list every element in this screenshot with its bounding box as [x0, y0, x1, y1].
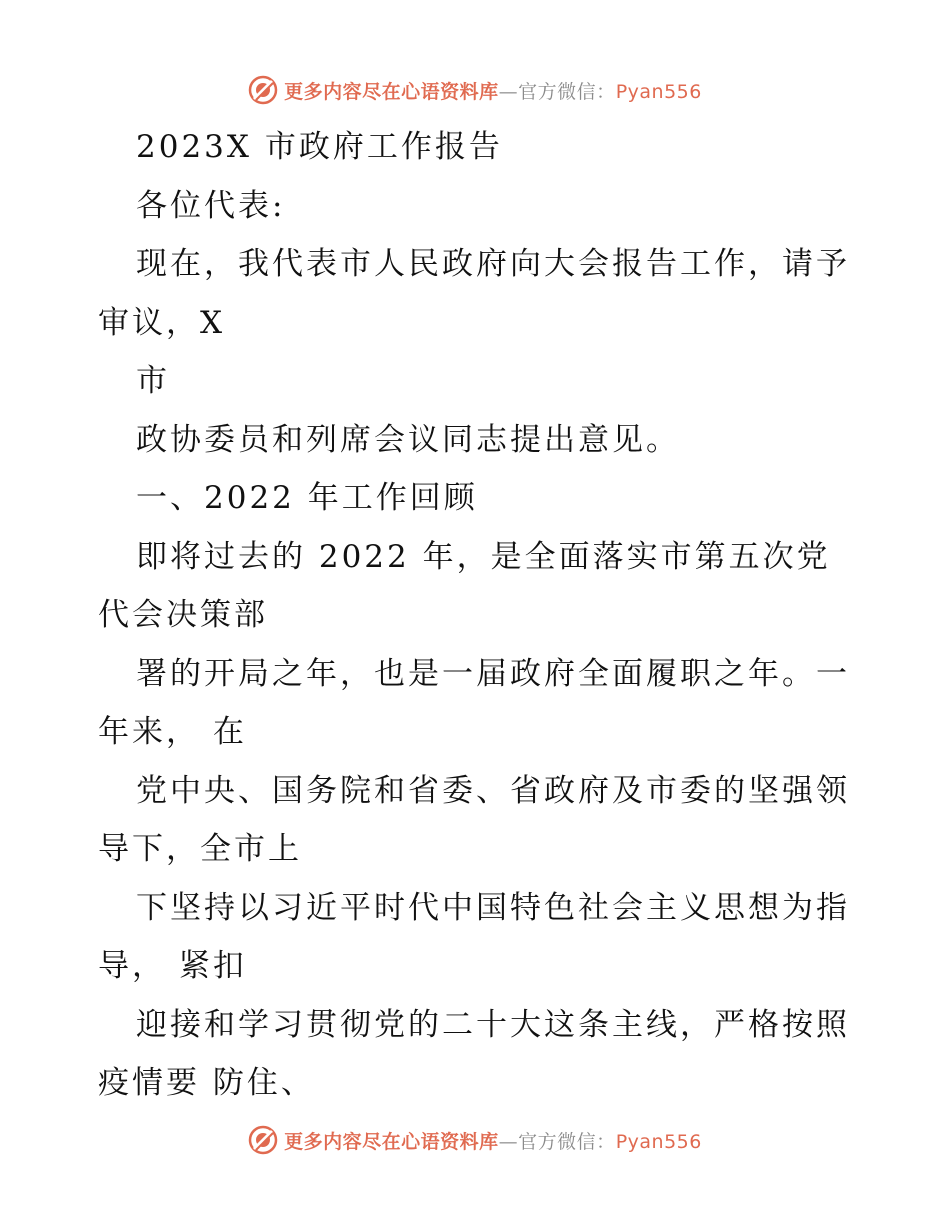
- document-line: 现在，我代表市人民政府向大会报告工作，请予: [136, 246, 850, 282]
- document-line: 一、2022 年工作回顾: [136, 480, 478, 516]
- document-line: 迎接和学习贯彻党的二十大这条主线，严格按照: [136, 1006, 850, 1043]
- footer-wechat-label: 官方微信：: [518, 1130, 616, 1153]
- document-line: 署的开局之年，也是一届政府全面履职之年。一: [136, 655, 850, 692]
- header-wechat-id: Pyan556: [615, 80, 702, 103]
- header-banner-text: [284, 77, 702, 104]
- header-wechat-label: 官方微信：: [518, 80, 616, 103]
- brand-logo-icon: [248, 75, 278, 105]
- header-banner: [0, 70, 950, 110]
- header-dash: —: [498, 80, 519, 103]
- document-line: 年来， 在: [98, 714, 247, 750]
- document-line: 审议，X: [98, 304, 226, 341]
- footer-dash: —: [498, 1130, 519, 1153]
- document-line: 2023X 市政府工作报告: [136, 129, 503, 165]
- footer-wechat-id: Pyan556: [615, 1130, 702, 1153]
- brand-logo-icon: [248, 1125, 278, 1155]
- footer-banner-text: [284, 1127, 702, 1154]
- document-line: 即将过去的 2022 年，是全面落实市第五次党: [136, 538, 831, 575]
- document-line: 下坚持以习近平时代中国特色社会主义思想为指: [136, 889, 850, 926]
- document-line: 代会决策部: [98, 597, 268, 633]
- document-line: 导， 紧扣: [98, 948, 247, 984]
- document-line: 疫情要 防住、: [98, 1065, 315, 1101]
- document-line: 市: [136, 363, 170, 399]
- document-line: 党中央、国务院和省委、省政府及市委的坚强领: [136, 772, 850, 809]
- header-brand-text: 更多内容尽在心语资料库: [284, 80, 499, 103]
- footer-banner: [0, 1120, 950, 1160]
- footer-brand-text: 更多内容尽在心语资料库: [284, 1130, 499, 1153]
- document-line: 政协委员和列席会议同志提出意见。: [136, 421, 680, 458]
- document-body: [98, 118, 858, 1113]
- document-line: 各位代表:: [136, 187, 286, 224]
- document-line: 导下，全市上: [98, 831, 302, 867]
